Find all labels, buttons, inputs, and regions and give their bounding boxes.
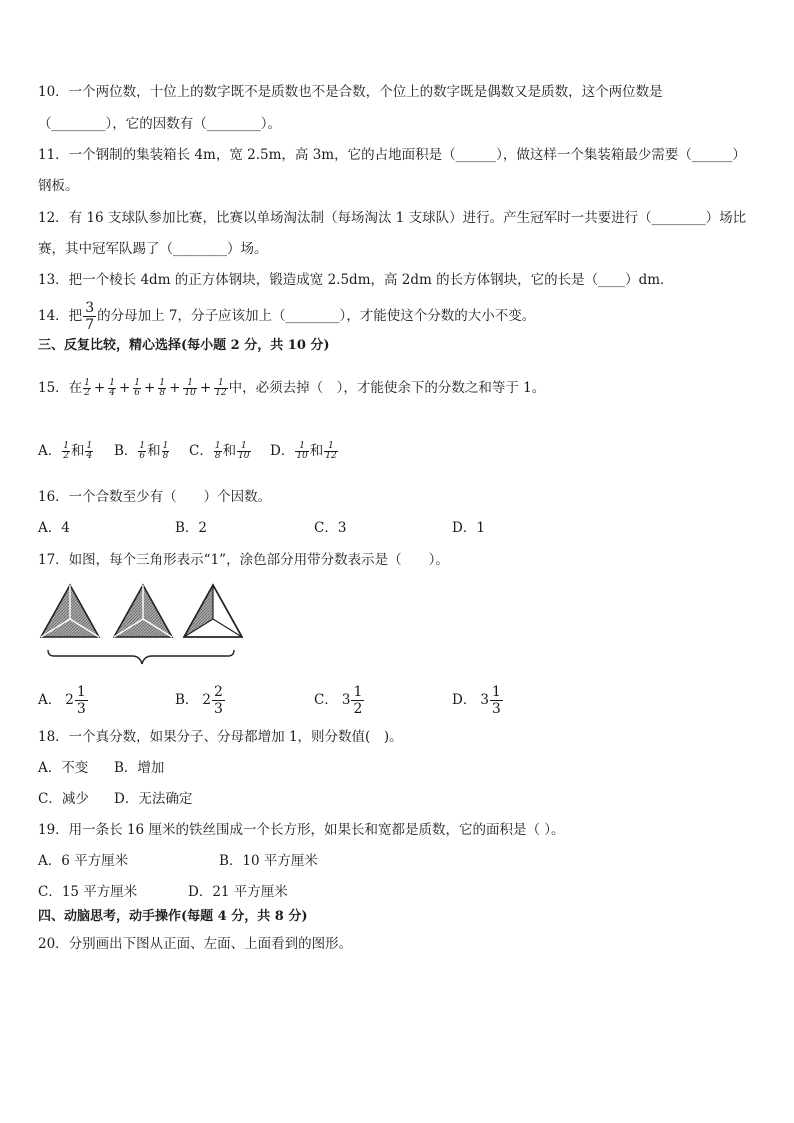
- q17-option-d[interactable]: D． 3 $\frac{1}{3}$: [452, 684, 501, 717]
- q17-option-b[interactable]: B． 2 $\frac{2}{3}$: [175, 684, 223, 717]
- q19-option-d[interactable]: D．21 平方厘米: [188, 884, 288, 900]
- q15-option-d[interactable]: D． $\frac{1}{10}$ 和 $\frac{1}{12}$: [270, 441, 337, 461]
- plus-sign: +: [118, 380, 131, 396]
- mixed-fraction: $\frac{2}{3}$: [214, 684, 223, 717]
- q18-text: 18．一个真分数，如果分子、分母都增加 1，则分数值( )。: [38, 729, 403, 745]
- q12-line1: 12．有 16 支球队参加比赛，比赛以单场淘汰制（每场淘汰 1 支球队）进行。产生冠军时一共要进行（________）场比: [38, 210, 747, 226]
- q19-option-c[interactable]: C．15 平方厘米: [38, 884, 138, 900]
- q16-option-d[interactable]: D．1: [452, 520, 485, 536]
- q15-suffix: 中，必须去掉（ ），才能使余下的分数之和等于 1。: [228, 380, 546, 396]
- q15-option-fraction: $\frac{1}{4}$: [86, 441, 93, 461]
- q13-text: 13．把一个棱长 4dm 的正方体钢块，锻造成宽 2.5dm，高 2dm 的长方体钢块，它的长是（____）dm．: [38, 272, 674, 288]
- q15-term-fraction: $\frac{1}{6}$: [134, 378, 141, 398]
- mixed-fraction: $\frac{1}{2}$: [353, 684, 363, 717]
- q15-line: [38, 374, 545, 402]
- q15-option-fraction: $\frac{1}{8}$: [162, 441, 169, 461]
- mixed-fraction: $\frac{1}{3}$: [76, 684, 86, 717]
- q15-option-fraction: $\frac{1}{10}$: [238, 441, 250, 461]
- q15-option-fraction: $\frac{1}{10}$: [296, 441, 308, 461]
- q15-prefix: 15．在: [38, 380, 83, 396]
- q19-text: 19．用一条长 16 厘米的铁丝围成一个长方形，如果长和宽都是质数，它的面积是（ ）。: [38, 822, 565, 838]
- triangle-3: [184, 585, 242, 637]
- section4-heading: 四、动脑思考，动手操作(每题 4 分，共 8 分): [38, 909, 308, 924]
- q15-option-fraction: $\frac{1}{6}$: [139, 441, 146, 461]
- plus-sign: +: [144, 380, 156, 396]
- q15-fraction-sum: [82, 380, 228, 396]
- q12-line2: 赛，其中冠军队踢了（________）场。: [38, 241, 268, 257]
- q19-option-a[interactable]: A．6 平方厘米: [38, 853, 129, 869]
- mixed-whole: 3: [480, 692, 489, 708]
- q17-option-a[interactable]: A． 2 $\frac{1}{3}$: [38, 684, 86, 717]
- plus-sign: +: [169, 380, 181, 396]
- q15-term-fraction: $\frac{1}{10}$: [184, 378, 196, 398]
- brace: [48, 650, 234, 664]
- q16-option-a[interactable]: A．4: [38, 520, 70, 536]
- q15-term-fraction: $\frac{1}{8}$: [159, 378, 166, 398]
- q15-option-b[interactable]: B． $\frac{1}{6}$ 和 $\frac{1}{8}$: [114, 441, 169, 461]
- q15-option-a[interactable]: A． $\frac{1}{2}$ 和 $\frac{1}{4}$: [38, 441, 93, 461]
- q16-text: 16．一个合数至少有（ ）个因数。: [38, 489, 272, 505]
- q14-line: [38, 298, 535, 334]
- q15-term-fraction: $\frac{1}{4}$: [109, 378, 115, 398]
- q15-term-fraction: $\frac{1}{2}$: [84, 378, 90, 398]
- q15-option-fraction: $\frac{1}{12}$: [325, 441, 337, 461]
- q15-option-fraction: $\frac{1}{8}$: [214, 441, 221, 461]
- triangle-2: [114, 585, 172, 637]
- q17-triangle-figure: [36, 580, 246, 672]
- q10-line1: 10．一个两位数，十位上的数字既不是质数也不是合数，个位上的数字既是偶数又是质数，这个两位数是: [38, 84, 663, 100]
- q18-option-b[interactable]: B．增加: [114, 760, 165, 776]
- mixed-whole: 2: [65, 692, 74, 708]
- q17-option-c[interactable]: C． 3 $\frac{1}{2}$: [314, 684, 363, 717]
- q14-fraction: $\frac{3}{7}$: [85, 300, 95, 333]
- q18-option-d[interactable]: D．无法确定: [114, 791, 193, 807]
- q20-text: 20．分别画出下图从正面、左面、上面看到的图形。: [38, 936, 353, 952]
- plus-sign: +: [93, 380, 106, 396]
- plus-sign: +: [199, 380, 212, 396]
- q14-suffix: 的分母加上 7，分子应该加上（________），才能使这个分数的大小不变。: [97, 308, 536, 324]
- q11-line2: 钢板。: [38, 178, 79, 194]
- q15-term-fraction: $\frac{1}{12}$: [215, 378, 227, 398]
- q18-option-a[interactable]: A．不变: [38, 760, 89, 776]
- q14-prefix: 14．把: [38, 308, 83, 324]
- q15-option-fraction: $\frac{1}{2}$: [63, 441, 69, 461]
- q16-option-b[interactable]: B．2: [175, 520, 208, 536]
- mixed-whole: 3: [341, 692, 351, 708]
- q19-option-b[interactable]: B．10 平方厘米: [219, 853, 318, 869]
- triangle-1: [41, 585, 99, 637]
- q15-option-c[interactable]: C． $\frac{1}{8}$ 和 $\frac{1}{10}$: [189, 441, 250, 461]
- mixed-whole: 2: [202, 692, 212, 708]
- section3-heading: 三、反复比较，精心选择(每小题 2 分，共 10 分): [38, 338, 330, 353]
- q18-option-c[interactable]: C．减少: [38, 791, 89, 807]
- q16-option-c[interactable]: C．3: [314, 520, 347, 536]
- mixed-fraction: $\frac{1}{3}$: [491, 684, 501, 717]
- q10-line2: （________），它的因数有（________）。: [38, 116, 281, 132]
- q17-text: 17．如图，每个三角形表示“1”，涂色部分用带分数表示是（ ）。: [38, 552, 449, 568]
- q11-line1: 11．一个钢制的集装箱长 4m，宽 2.5m，高 3m，它的占地面积是（______），做这样一个集装箱最少需要（______）: [38, 147, 746, 163]
